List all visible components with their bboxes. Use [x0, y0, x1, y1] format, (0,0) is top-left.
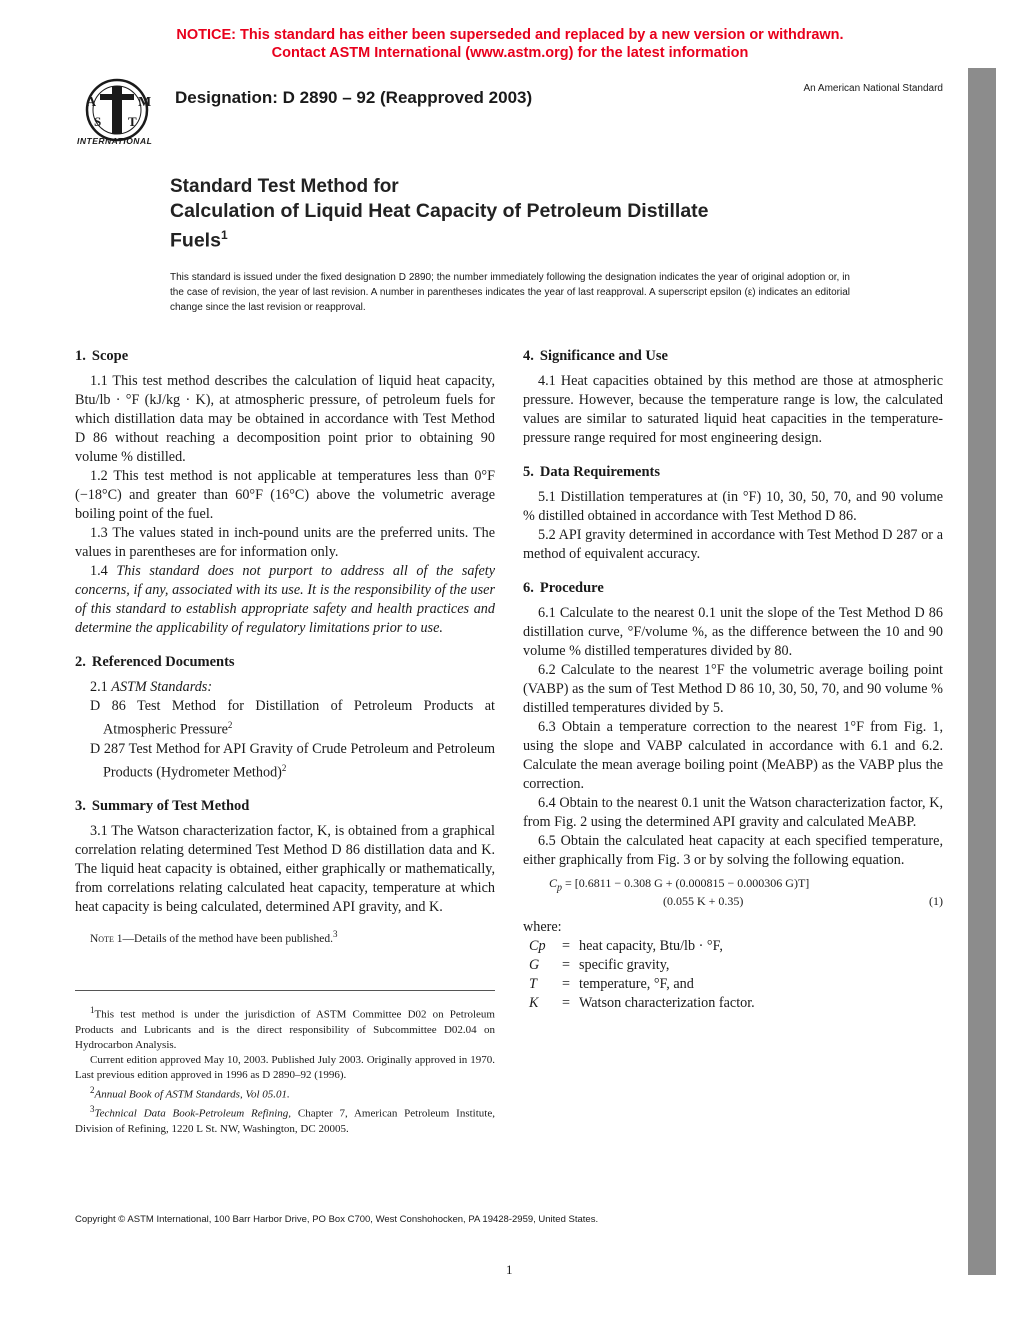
section-data-requirements — [523, 462, 943, 564]
definition-symbol: G — [529, 957, 540, 973]
right-column — [523, 346, 943, 1027]
footnote: $^3$Technical Data Book-Petroleum Refining, Chapter 7, American Petroleum Institute, Division of Refining, 1220 L St. NW, Washington, DC 20005. — [75, 1104, 495, 1135]
equals-sign: = — [561, 957, 570, 973]
left-column — [75, 346, 495, 963]
section-heading: 5. Data Requirements — [523, 464, 661, 480]
paragraph: 1.2 This test method is not applicable at temperatures less than 0°F (−18°C) and greater than 60°F (16°C) above the volumetric average boiling point of the fuel. — [75, 468, 495, 522]
logo-caption: INTERNATIONAL — [77, 136, 153, 146]
equals-sign: = — [561, 976, 570, 992]
scrollbar-track[interactable] — [968, 68, 996, 1275]
definition-row — [523, 975, 943, 994]
section-heading: 2. Referenced Documents — [75, 654, 235, 670]
section-referenced-documents — [75, 652, 495, 782]
footnote: $^2$Annual Book of ASTM Standards, Vol 05.01. — [90, 1084, 290, 1101]
definition-row — [523, 994, 943, 1013]
definition-text: specific gravity, — [579, 957, 670, 973]
document-title — [170, 175, 870, 253]
footnote: Current edition approved May 10, 2003. Published July 2003. Originally approved in 1970. Last previous edition approved in 1996 as D 2890–92 (1996). — [75, 1053, 495, 1081]
note: Note 1—Details of the method have been published.$^3$ — [90, 929, 338, 946]
copyright: Copyright © ASTM International, 100 Barr Harbor Drive, PO Box C700, West Conshohocken, PA 19428-2959, United States. — [75, 1214, 599, 1225]
paragraph: 2.1 ASTM Standards: — [90, 679, 213, 695]
definition-row — [523, 956, 943, 975]
equation-number: (1) — [929, 894, 943, 908]
page-number: 1 — [506, 1262, 513, 1277]
notice-line-2: Contact ASTM International (www.astm.org) for the latest information — [271, 45, 749, 61]
section-heading: 3. Summary of Test Method — [75, 798, 250, 815]
svg-text:A: A — [86, 95, 97, 110]
svg-text:S: S — [94, 114, 102, 129]
issuance-statement: This standard is issued under the fixed designation D 2890; the number immediately following the designation indicates the year of original adoption or, in the case of revision, the year of last revision. A number in parentheses indicates the year of last reapproval. A superscript epsilon (ε) indicates an editorial change since the last revision or reapproval. — [170, 272, 850, 313]
american-national-standard-label: An American National Standard — [803, 83, 943, 94]
section-summary — [75, 796, 495, 949]
designation: Designation: D 2890 – 92 (Reapproved 2003) — [175, 88, 533, 107]
paragraph: 6.3 Obtain a temperature correction to the nearest 1°F from Fig. 1, using the slope and VABP calculated in accordance with 6.1 and 6.2. Calculate the mean average boiling point (MeABP) as the VABP plus the correction. — [523, 719, 943, 792]
equation-1 — [523, 874, 943, 914]
definition-symbol: Cp — [529, 938, 546, 954]
title-line-1: Standard Test Method for — [170, 176, 399, 197]
definition-row — [523, 937, 943, 956]
definition-text: Watson characterization factor. — [579, 995, 755, 1011]
paragraph: 4.1 Heat capacities obtained by this method are those at atmospheric pressure. However, because the temperature range is low, the calculated values are similar to saturated liquid heat capacities in the temperature-pressure range required for most engineering design. — [523, 373, 943, 446]
reference-item: D 86 Test Method for Distillation of Petroleum Products at Atmospheric Pressure$^2$ — [90, 698, 495, 738]
reference-item: D 287 Test Method for API Gravity of Crude Petroleum and Petroleum Products (Hydrometer Method)$^2$ — [90, 740, 495, 781]
definition-text: heat capacity, Btu/lb · °F, — [579, 938, 723, 954]
paragraph: 6.5 Obtain the calculated heat capacity at each specified temperature, either graphically from Fig. 3 or by solving the following equation. — [523, 833, 943, 868]
definition-symbol: T — [529, 976, 537, 992]
paragraph: 1.3 The values stated in inch-pound units are the preferred units. The values in parentheses are for information only. — [75, 525, 495, 560]
section-significance — [523, 346, 943, 448]
footnotes — [75, 990, 495, 1137]
paragraph: 5.2 API gravity determined in accordance with Test Method D 287 or a method of equivalent accuracy. — [523, 527, 943, 562]
equation-line-2: (0.055 K + 0.35) — [663, 894, 744, 908]
equals-sign: = — [561, 995, 570, 1011]
paragraph: 5.1 Distillation temperatures at (in °F) 10, 30, 50, 70, and 90 volume % distilled obtained in accordance with Test Method D 86. — [523, 489, 943, 524]
section-heading: 6. Procedure — [523, 580, 604, 596]
equals-sign: = — [561, 938, 570, 954]
notice-line-1: NOTICE: This standard has either been superseded and replaced by a new version or withdrawn. — [176, 27, 844, 43]
supersession-notice — [0, 26, 1020, 62]
paragraph: 6.4 Obtain to the nearest 0.1 unit the Watson characterization factor, K, from Fig. 2 using the determined API gravity and calculated MeABP. — [523, 795, 943, 830]
paragraph: 1.1 This test method describes the calculation of liquid heat capacity, Btu/lb · °F (kJ/kg · K), at atmospheric pressure, of petroleum fuels for which distillation data may be obtained in accordance with Test Method D 86 without reaching a decomposition point prior to obtaining 90 volume % distilled. — [75, 373, 495, 465]
paragraph: 6.2 Calculate to the nearest 1°F the volumetric average boiling point (VABP) as the sum of Test Method D 86 10, 30, 50, 70, and 90 volume % distilled temperatures divided by 5. — [523, 662, 943, 716]
section-procedure — [523, 578, 943, 1013]
definition-text: temperature, °F, and — [579, 976, 694, 992]
equation-line-1: $C_p = [0.6811 - 0.308$ G + (0.000815 − 0.000306 G)T] — [549, 876, 810, 894]
svg-text:T: T — [128, 114, 137, 129]
footnote: $^1$This test method is under the jurisdiction of ASTM Committee D02 on Petroleum Products and Lubricants and is the direct responsibility of Subcommittee D02.04 on Hydrocarbon Analysis. — [75, 1005, 495, 1051]
section-scope — [75, 346, 495, 638]
section-heading: 1. Scope — [75, 348, 129, 364]
where-label: where: — [523, 919, 562, 935]
title-line-3: Fuels$^1$ — [170, 228, 228, 252]
paragraph: 6.1 Calculate to the nearest 0.1 unit the slope of the Test Method D 86 distillation curve, °F/volume %, as the difference between the 10 and 90 volume % distilled temperatures divided by 80. — [523, 605, 943, 659]
title-line-2: Calculation of Liquid Heat Capacity of Petroleum Distillate — [170, 200, 709, 222]
section-heading: 4. Significance and Use — [523, 348, 668, 364]
svg-text:M: M — [138, 95, 152, 110]
definition-symbol: K — [529, 995, 539, 1011]
paragraph: 1.4 This standard does not purport to address all of the safety concerns, if any, associated with its use. It is the responsibility of the user of this standard to establish appropriate safety and health practices and determine the applicability of regulatory limitations prior to use. — [75, 563, 495, 636]
variable-definitions — [523, 937, 943, 1013]
title-footnote-ref: 1 — [220, 228, 228, 242]
paragraph: 3.1 The Watson characterization factor, K, is obtained from a graphical correlation relating determined Test Method D 86 distillation data and K. The liquid heat capacity is obtained, either graphically or mathematically, from correlations relating calculated heat capacity, temperature at which heat capacity is being calculated, determined API gravity, and K. — [75, 823, 495, 916]
